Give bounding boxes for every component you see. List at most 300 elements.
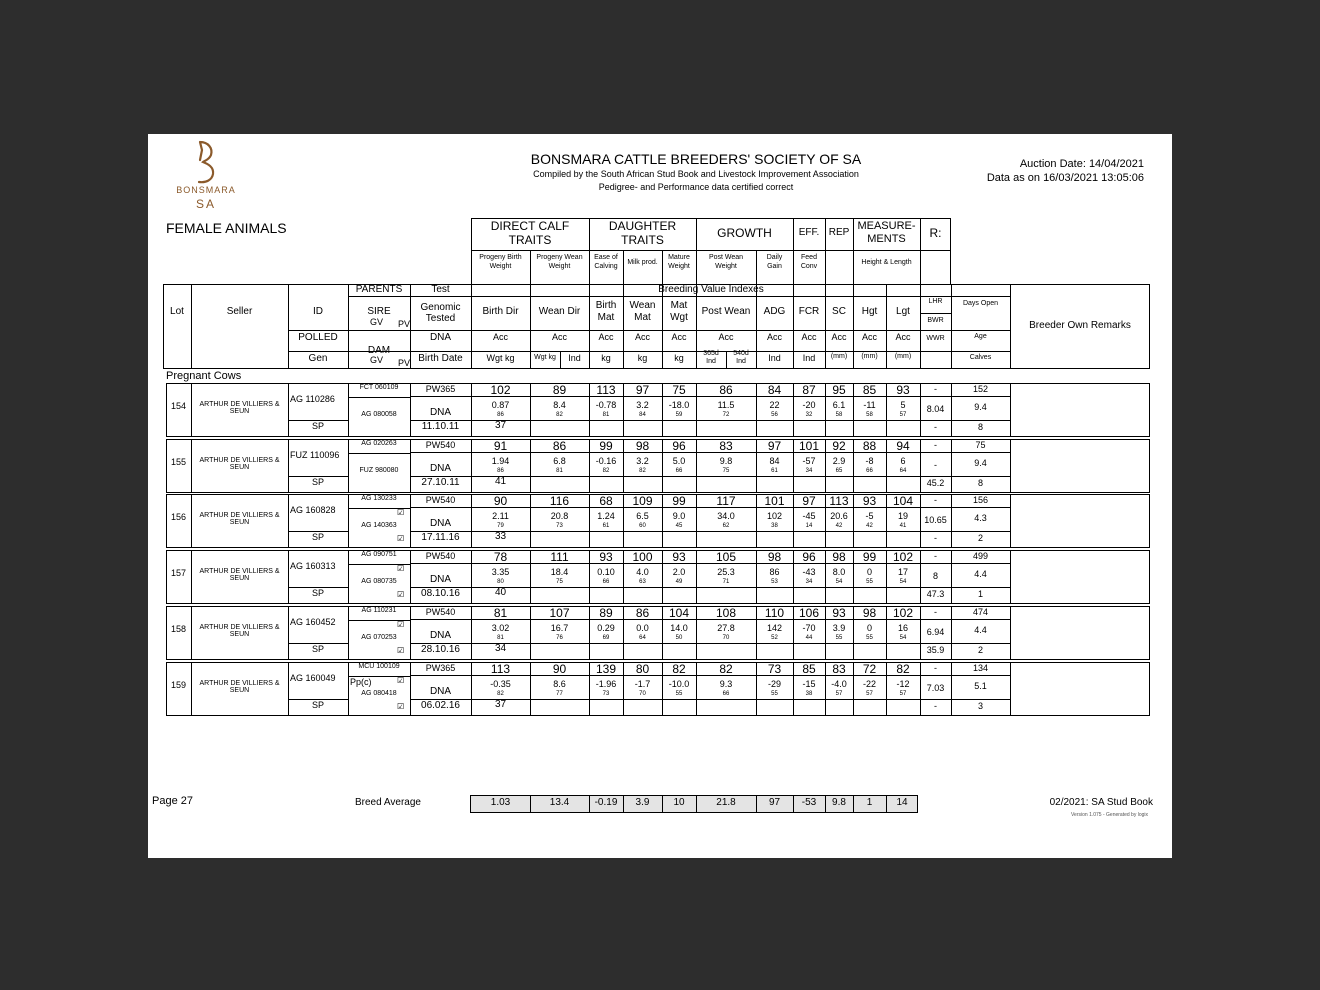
breeding-value: 3.35	[491, 567, 510, 577]
breeding-value: 22	[769, 400, 780, 410]
breeding-value: 8.6	[553, 679, 566, 689]
auction-date: Auction Date: 14/04/2021	[1019, 158, 1144, 170]
sire-id: AG 090751	[361, 551, 397, 558]
col-acc-10: Acc	[895, 332, 911, 342]
age-value: 4.3	[974, 513, 987, 523]
test-type: PW540	[425, 607, 456, 617]
accuracy: 66	[866, 468, 873, 474]
seller-name: ARTHUR DE VILLIERS &	[199, 568, 280, 575]
group-eff: EFF.	[798, 227, 820, 238]
breeding-value: -0.16	[595, 456, 617, 466]
bvi-value: 91	[493, 439, 508, 453]
accuracy: 59	[675, 412, 683, 418]
test-type: PW540	[425, 551, 456, 561]
wwr-value: -	[934, 422, 937, 432]
accuracy: 79	[497, 523, 504, 529]
sub-post-wean-weight: Post Wean	[708, 254, 744, 261]
lhr-value: -	[934, 440, 937, 450]
sub-mature-weight: Mature	[668, 254, 690, 261]
row-divider	[951, 587, 1010, 588]
birth-date: 17.11.16	[421, 532, 460, 543]
breeding-value: 5.0	[672, 456, 686, 466]
breeding-value: 9.8	[719, 456, 733, 466]
accuracy: 42	[866, 523, 873, 529]
bvi-value: 101	[798, 439, 820, 453]
breeding-value: 27.8	[717, 623, 735, 633]
breed-average-value: -53	[801, 797, 817, 808]
col-test: Test	[431, 284, 450, 295]
sire-id: FCT 060109	[359, 384, 399, 391]
unit-sc-mm: (mm)	[830, 353, 848, 360]
age-value: 9.4	[974, 402, 987, 412]
col-genomic-2: Tested	[425, 313, 456, 324]
sub-progeny-birth: Progeny Birth	[479, 254, 522, 261]
accuracy: 55	[675, 691, 683, 697]
row-divider	[951, 619, 1010, 620]
breeding-value: -22	[862, 679, 876, 689]
bvi-value: 75	[672, 383, 686, 397]
accuracy: 55	[866, 635, 873, 641]
bvi-value: 108	[715, 606, 737, 620]
sub-daily-gain-2: Gain	[767, 263, 782, 270]
bvi-value: 113	[490, 662, 511, 676]
accuracy: 54	[835, 579, 843, 585]
document-page	[148, 134, 1172, 858]
group-daughter-2: TRAITS	[621, 233, 664, 247]
col-trait-5: Post Wean	[701, 306, 751, 317]
bvi-value: 100	[632, 550, 653, 564]
bvi-value: 68	[599, 494, 613, 508]
days-open-value: 152	[972, 384, 989, 394]
breeding-value: 14.0	[670, 623, 688, 633]
row-divider	[920, 531, 951, 532]
col-dam: DAM	[367, 345, 391, 356]
bvi-value: 99	[599, 439, 613, 453]
bvi-value: 85	[802, 662, 816, 676]
accuracy: 71	[722, 579, 730, 585]
bvi-value: 93	[896, 383, 910, 397]
row-divider	[951, 563, 1010, 564]
col-trait-3-b: Mat	[634, 312, 651, 323]
col-acc-8: Acc	[831, 332, 847, 342]
accuracy: 75	[722, 468, 730, 474]
bvi-value: 93	[599, 550, 613, 564]
breeding-value: 142	[766, 623, 783, 633]
breeding-value: -1.7	[634, 679, 651, 689]
group-measure-2: MENTS	[867, 233, 906, 245]
seller-name-2: SEUN	[229, 519, 250, 526]
accuracy: 56	[771, 412, 778, 418]
sire-id: AG 130233	[361, 495, 397, 502]
unit-kg-1: kg	[601, 353, 611, 363]
breeding-value: -18.0	[668, 400, 690, 410]
seller-name-2: SEUN	[229, 687, 250, 694]
dna-tested: DNA	[429, 407, 452, 418]
grid-line	[1010, 494, 1011, 548]
col-id: ID	[313, 306, 323, 317]
sub-feed-conv-2: Conv	[800, 263, 818, 270]
col-trait-4: Mat	[670, 300, 688, 311]
bvi-value: 111	[550, 550, 569, 564]
seller-name: ARTHUR DE VILLIERS &	[199, 401, 280, 408]
bvi-value: 81	[493, 606, 508, 620]
breeding-value: -4.0	[831, 679, 847, 689]
lhr-value: -	[934, 551, 937, 561]
col-trait-4-b: Wgt	[670, 312, 688, 323]
unit-lgt-mm: (mm)	[894, 353, 912, 360]
col-trait-0: Birth Dir	[482, 306, 519, 317]
unit-540d: 540d	[733, 350, 749, 357]
breeding-value: 6.8	[553, 456, 566, 466]
sub-height-length: Height & Length	[861, 259, 912, 266]
breeding-value: -0.78	[595, 400, 617, 410]
group-daughter: DAUGHTER	[608, 219, 677, 233]
bvi-value: 82	[719, 662, 733, 676]
bvi-value: 102	[892, 606, 914, 620]
wwr-value: 35.9	[926, 645, 945, 655]
breeding-value: -43	[802, 567, 816, 577]
breeding-value: 0.10	[597, 567, 615, 577]
gen-value: 40	[494, 587, 507, 598]
accuracy: 66	[675, 468, 683, 474]
accuracy: 64	[639, 635, 646, 641]
accuracy: 55	[835, 635, 843, 641]
breeding-value: 16.7	[550, 623, 569, 633]
days-open-value: 156	[972, 495, 989, 505]
col-trait-7: FCR	[798, 306, 820, 317]
polled-status: SP	[311, 588, 324, 598]
age-value: 4.4	[974, 569, 987, 579]
accuracy: 60	[639, 523, 646, 529]
accuracy: 38	[771, 523, 778, 529]
days-open-value: 474	[972, 607, 989, 617]
test-type: PW365	[425, 384, 456, 394]
breeding-value: 102	[766, 511, 783, 521]
accuracy: 62	[722, 523, 730, 529]
col-calves: Calves	[969, 354, 992, 361]
sub-feed-conv: Feed	[801, 254, 817, 261]
dam-id: AG 070253	[361, 634, 397, 641]
bvi-value: 106	[798, 606, 820, 620]
grid-line	[1010, 550, 1011, 604]
accuracy: 84	[639, 412, 646, 418]
logo-sub: SA	[195, 197, 216, 211]
accuracy: 34	[805, 579, 813, 585]
row-divider	[951, 699, 1010, 700]
col-age: Age	[974, 333, 987, 340]
accuracy: 72	[722, 412, 730, 418]
breed-average-value: 21.8	[716, 797, 736, 808]
bvi-value: 102	[892, 550, 914, 564]
col-trait-1: Wean Dir	[538, 306, 581, 317]
breeding-value: -0.35	[490, 679, 511, 689]
breeding-value: 6	[900, 456, 906, 466]
accuracy: 70	[639, 691, 646, 697]
dna-tested: DNA	[429, 518, 452, 529]
seller-name-2: SEUN	[229, 631, 250, 638]
col-trait-2-b: Mat	[597, 312, 615, 323]
breeding-value: -5	[865, 511, 874, 521]
bvi-value: 98	[767, 550, 782, 564]
row-divider	[348, 397, 410, 398]
row-divider	[951, 531, 1010, 532]
sub-ease-calving-2: Calving	[594, 263, 618, 270]
birth-date: 08.10.16	[421, 588, 460, 599]
bvi-value: 98	[862, 606, 877, 620]
dna-tested: DNA	[429, 630, 452, 641]
breed-average-value: 1	[866, 797, 873, 808]
accuracy: 70	[722, 635, 730, 641]
bvi-value: 97	[635, 383, 650, 397]
wwr-value: -	[934, 533, 937, 543]
breeding-value: 17	[897, 567, 908, 577]
bvi-value: 110	[764, 606, 785, 620]
col-days-open: Days Open	[962, 300, 999, 307]
bvi-value: 93	[862, 494, 877, 508]
breeding-value: 6.5	[636, 511, 649, 521]
dna-tested: DNA	[429, 686, 452, 697]
calves-value: 3	[977, 701, 983, 711]
breed-average-value: 97	[768, 797, 781, 808]
breeding-value: 8.0	[832, 567, 846, 577]
accuracy: 61	[771, 468, 778, 474]
studbook-label: 02/2021: SA Stud Book	[1049, 797, 1153, 808]
gen-value: 33	[494, 531, 507, 542]
col-gen: Gen	[308, 353, 328, 364]
lhr-value: -	[934, 663, 937, 673]
accuracy: 82	[639, 468, 646, 474]
breed-average-value: 9.8	[832, 797, 846, 808]
bvi-value: 89	[552, 383, 567, 397]
accuracy: 80	[497, 579, 504, 585]
bwr-value: 6.94	[926, 627, 945, 637]
col-parents: PARENTS	[355, 284, 403, 295]
col-dna: DNA	[429, 332, 452, 343]
animal-id: AG 110286	[290, 394, 335, 404]
gen-value: 41	[494, 476, 507, 487]
breeding-value: -12	[896, 679, 910, 689]
col-sire-gv: GV	[370, 317, 384, 327]
accuracy: 66	[722, 691, 730, 697]
breeding-value: 20.6	[830, 511, 848, 521]
bvi-value: 104	[892, 494, 914, 508]
header-divider	[288, 330, 1010, 331]
age-value: 5.1	[974, 681, 987, 691]
row-divider	[920, 563, 951, 564]
breeding-value: 11.5	[717, 400, 735, 410]
bwr-value: 8	[932, 571, 938, 581]
bvi-value: 93	[672, 550, 686, 564]
accuracy: 54	[899, 635, 907, 641]
bvi-value: 139	[595, 662, 617, 676]
bvi-value: 102	[490, 383, 511, 397]
col-acc-1: Acc	[551, 332, 567, 342]
breeding-value: -45	[802, 511, 816, 521]
seller-name: ARTHUR DE VILLIERS &	[199, 512, 280, 519]
bvi-value: 88	[862, 439, 877, 453]
col-genomic: Genomic	[420, 302, 461, 313]
row-divider	[951, 396, 1010, 397]
row-divider	[951, 507, 1010, 508]
col-bwr: BWR	[927, 317, 944, 324]
col-acc-3: Acc	[634, 332, 650, 342]
sire-id: MCU 100109	[358, 663, 400, 670]
breeding-value: -10.0	[668, 679, 690, 689]
header-divider	[920, 313, 951, 314]
breeding-value: 0	[866, 623, 872, 633]
category-label: Pregnant Cows	[166, 370, 242, 382]
seller-name: ARTHUR DE VILLIERS &	[199, 680, 280, 687]
breed-average-value: 10	[673, 797, 685, 808]
animal-id: AG 160049	[290, 673, 336, 683]
breeding-value: 20.8	[550, 511, 569, 521]
sub-post-wean-weight-2: Weight	[715, 263, 737, 270]
breeding-value: 0.0	[636, 623, 649, 633]
bvi-value: 107	[549, 606, 570, 620]
bvi-value: 80	[635, 662, 650, 676]
bvi-value: 96	[802, 550, 816, 564]
row-divider	[920, 420, 951, 421]
bvi-value: 72	[862, 662, 877, 676]
col-dam-pv: PV	[398, 358, 411, 368]
accuracy: 69	[602, 635, 610, 641]
sire-pp: Pp(c)	[350, 677, 372, 687]
unit-kg-3: kg	[674, 353, 684, 363]
row-divider	[951, 675, 1010, 676]
row-divider	[920, 587, 951, 588]
col-trait-3: Wean	[629, 300, 656, 311]
accuracy: 81	[602, 412, 610, 418]
breeding-value: 2.9	[832, 456, 846, 466]
breeding-value: 3.02	[491, 623, 510, 633]
col-acc-4: Acc	[671, 332, 687, 342]
col-remarks: Breeder Own Remarks	[1029, 320, 1131, 331]
seller-name: ARTHUR DE VILLIERS &	[199, 624, 280, 631]
dna-tested: DNA	[429, 574, 452, 585]
accuracy: 77	[556, 691, 563, 697]
test-type: PW365	[425, 663, 456, 673]
col-sire-pv: PV	[398, 319, 411, 329]
calves-value: 2	[977, 645, 983, 655]
breeding-value: 3.9	[832, 623, 846, 633]
lot-number: 158	[170, 624, 187, 634]
grid-line	[1010, 439, 1011, 493]
unit-wgt-kg: Wgt kg	[486, 353, 515, 363]
breed-average-value: 3.9	[635, 797, 650, 808]
unit-365d-ind: Ind	[706, 358, 716, 365]
seller-name-2: SEUN	[229, 575, 250, 582]
col-lot: Lot	[170, 306, 184, 317]
accuracy: 58	[835, 412, 843, 418]
polled-status: SP	[311, 532, 324, 542]
accuracy: 41	[899, 523, 907, 529]
breeding-value: -70	[802, 623, 816, 633]
breeding-value: 0.29	[597, 623, 615, 633]
breed-average-value: 1.03	[490, 797, 511, 808]
birth-date: 06.02.16	[421, 700, 460, 711]
breeding-value: 9.0	[672, 511, 686, 521]
group-direct-calf-2: TRAITS	[508, 233, 552, 247]
col-sire: SIRE	[367, 306, 391, 317]
accuracy: 86	[497, 468, 504, 474]
breeding-value: -8	[865, 456, 874, 466]
col-trait-2: Birth	[595, 300, 617, 311]
age-value: 4.4	[974, 625, 987, 635]
dam-gv-check-icon: ☑	[397, 702, 405, 711]
breeding-value: 34.0	[717, 511, 735, 521]
col-polled: POLLED	[298, 332, 338, 343]
accuracy: 82	[497, 691, 504, 697]
calves-value: 8	[977, 478, 983, 488]
dam-gv-check-icon: ☑	[397, 534, 405, 543]
col-acc-5: Acc	[718, 332, 734, 342]
accuracy: 81	[556, 468, 563, 474]
certified-note: Pedigree- and Performance data certified correct	[598, 182, 794, 192]
days-open-value: 134	[972, 663, 989, 673]
accuracy: 50	[675, 635, 683, 641]
breeding-value: 4.0	[636, 567, 649, 577]
col-acc-6: Acc	[766, 332, 782, 342]
bvi-value: 95	[832, 383, 846, 397]
lhr-value: -	[934, 495, 937, 505]
seller-name: ARTHUR DE VILLIERS &	[199, 457, 280, 464]
dam-id: AG 080058	[361, 411, 397, 418]
sire-gv-check-icon: ☑	[397, 620, 405, 629]
breed-average-value: 13.4	[549, 797, 570, 808]
breeding-value: 5	[900, 400, 906, 410]
breeding-value: -11	[863, 400, 876, 410]
breeding-value: 3.2	[636, 400, 649, 410]
calves-value: 1	[977, 589, 983, 599]
breeding-value: 3.2	[636, 456, 649, 466]
dam-id: FUZ 980080	[359, 467, 399, 474]
bvi-value: 92	[832, 439, 846, 453]
breed-average-label: Breed Average	[355, 797, 421, 808]
accuracy: 54	[899, 579, 907, 585]
breeding-value: 2.11	[492, 511, 509, 521]
sire-id: AG 110231	[361, 607, 397, 614]
bvi-value: 113	[596, 383, 616, 397]
bvi-value: 113	[829, 494, 849, 508]
sub-progeny-wean: Progeny Wean	[536, 254, 583, 261]
col-birth-date: Birth Date	[418, 353, 463, 364]
days-open-value: 499	[972, 551, 989, 561]
accuracy: 73	[602, 691, 610, 697]
bvi-value: 90	[493, 494, 508, 508]
accuracy: 57	[899, 691, 907, 697]
grid-line	[623, 250, 624, 285]
seller-name-2: SEUN	[229, 464, 250, 471]
accuracy: 55	[771, 691, 778, 697]
lot-number: 154	[170, 401, 187, 411]
lot-number: 155	[170, 457, 187, 467]
breeding-value: 25.3	[717, 567, 735, 577]
row-divider	[920, 452, 951, 453]
accuracy: 64	[899, 468, 907, 474]
accuracy: 44	[805, 635, 813, 641]
sire-gv-check-icon: ☑	[397, 508, 405, 517]
lot-number: 156	[170, 512, 187, 522]
bvi-value: 82	[672, 662, 686, 676]
animal-id: AG 160452	[290, 617, 336, 627]
group-measure: MEASURE-	[857, 220, 916, 232]
row-divider	[920, 476, 951, 477]
breeding-value: 1.94	[491, 456, 510, 466]
calves-value: 8	[977, 422, 983, 432]
col-acc-0: Acc	[492, 332, 508, 342]
accuracy: 63	[639, 579, 646, 585]
dam-gv-check-icon: ☑	[397, 646, 405, 655]
